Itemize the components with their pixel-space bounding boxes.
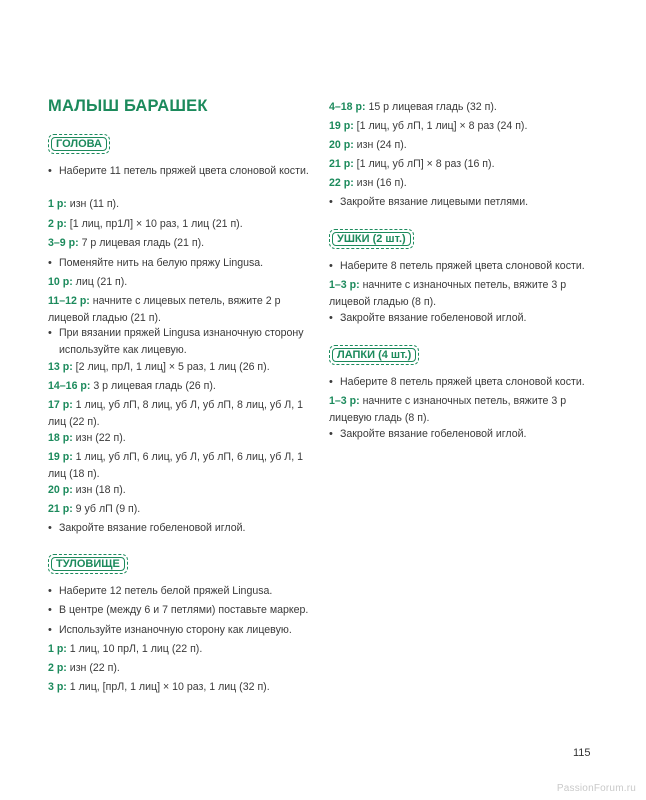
- row-text: 15 р лицевая гладь (32 п).: [365, 101, 497, 113]
- row-label: 3–9 р:: [48, 237, 79, 249]
- row-instruction: [329, 99, 599, 116]
- row-text: начните с изнаночных петель, вяжите 3 р лицевой гладью (8 п).: [329, 279, 567, 308]
- list-item: • Закройте вязание гобеленовой иглой.: [329, 310, 599, 327]
- row-text: 3 р лицевая гладь (26 п).: [90, 380, 216, 392]
- row-instruction: [48, 293, 310, 327]
- row-label: 2 р:: [48, 662, 67, 674]
- row-instruction: [329, 118, 599, 135]
- row-label: 19 р:: [329, 120, 354, 132]
- list-item: • При вязании пряжей Lingusa изнаночную сторону используйте как лицевую.: [48, 325, 310, 359]
- list-item: • Наберите 11 петель пряжей цвета слоновой кости.: [48, 163, 310, 180]
- row-instruction: [329, 393, 599, 427]
- row-text: изн (22 п).: [72, 432, 126, 444]
- row-instruction: [329, 175, 599, 192]
- row-label: 1–3 р:: [329, 395, 360, 407]
- row-label: 21 р:: [329, 158, 354, 170]
- row-label: 20 р:: [329, 139, 354, 151]
- row-text: 9 уб лП (9 п).: [72, 503, 141, 515]
- list-item: • Используйте изнаночную сторону как лицевую.: [48, 622, 310, 639]
- section-heading-head: ГОЛОВА: [48, 134, 110, 154]
- row-instruction: [48, 397, 310, 431]
- row-text: изн (22 п).: [66, 662, 120, 674]
- section-heading-body: ТУЛОВИЩЕ: [48, 554, 128, 574]
- list-item: • Закройте вязание гобеленовой иглой.: [48, 520, 310, 537]
- page-title: МАЛЫШ БАРАШЕК: [48, 97, 208, 115]
- list-item: • Наберите 12 петель белой пряжей Lingusa.: [48, 583, 310, 600]
- row-label: 4–18 р:: [329, 101, 366, 113]
- row-label: 10 р:: [48, 276, 73, 288]
- row-text: изн (24 п).: [353, 139, 407, 151]
- section-heading-ears: УШКИ (2 шт.): [329, 229, 414, 249]
- row-instruction: [48, 449, 310, 483]
- row-text: начните с лицевых петель, вяжите 2 р лицевой гладью (21 п).: [48, 295, 281, 324]
- row-label: 22 р:: [329, 177, 354, 189]
- row-label: 1 р:: [48, 643, 67, 655]
- row-instruction: [48, 378, 310, 395]
- row-label: 1–3 р:: [329, 279, 360, 291]
- row-label: 19 р:: [48, 451, 73, 463]
- row-instruction: [48, 430, 310, 447]
- row-instruction: [329, 277, 599, 311]
- row-text: [1 лиц, пр1Л] × 10 раз, 1 лиц (21 п).: [66, 218, 243, 230]
- list-item: • Наберите 8 петель пряжей цвета слоновой кости.: [329, 374, 599, 391]
- watermark: PassionForum.ru: [556, 783, 636, 794]
- row-label: 2 р:: [48, 218, 67, 230]
- list-item: • Закройте вязание гобеленовой иглой.: [329, 426, 599, 443]
- row-text: [1 лиц, уб лП] × 8 раз (16 п).: [353, 158, 495, 170]
- row-instruction: [48, 679, 310, 696]
- row-instruction: [48, 235, 310, 252]
- list-item: • Наберите 8 петель пряжей цвета слоновой кости.: [329, 258, 599, 275]
- row-label: 17 р:: [48, 399, 73, 411]
- row-text: 1 лиц, уб лП, 8 лиц, уб Л, уб лП, 8 лиц, уб Л, 1 лиц (22 п).: [48, 399, 303, 428]
- page-number: 115: [573, 747, 591, 759]
- row-label: 14–16 р:: [48, 380, 91, 392]
- row-text: изн (16 п).: [353, 177, 407, 189]
- row-instruction: [48, 660, 310, 677]
- list-item: • Закройте вязание лицевыми петлями.: [329, 194, 599, 211]
- row-label: 13 р:: [48, 361, 73, 373]
- row-label: 18 р:: [48, 432, 73, 444]
- row-instruction: [48, 359, 310, 376]
- row-text: 1 лиц, уб лП, 6 лиц, уб Л, уб лП, 6 лиц, уб Л, 1 лиц (18 п).: [48, 451, 303, 480]
- row-instruction: [48, 641, 310, 658]
- row-instruction: [48, 274, 310, 291]
- list-item: • Поменяйте нить на белую пряжу Lingusa.: [48, 255, 310, 272]
- row-label: 20 р:: [48, 484, 73, 496]
- row-instruction: [48, 216, 310, 233]
- row-text: [1 лиц, уб лП, 1 лиц] × 8 раз (24 п).: [353, 120, 528, 132]
- row-instruction: [329, 156, 599, 173]
- row-instruction: [48, 196, 310, 213]
- row-text: 1 лиц, 10 прЛ, 1 лиц (22 п).: [66, 643, 203, 655]
- row-instruction: [329, 137, 599, 154]
- row-label: 11–12 р:: [48, 295, 90, 307]
- row-text: изн (18 п).: [72, 484, 126, 496]
- section-heading-legs: ЛАПКИ (4 шт.): [329, 345, 419, 365]
- row-text: 7 р лицевая гладь (21 п).: [78, 237, 205, 249]
- row-instruction: [48, 501, 310, 518]
- row-text: изн (11 п).: [66, 198, 120, 210]
- row-text: [2 лиц, прЛ, 1 лиц] × 5 раз, 1 лиц (26 п).: [72, 361, 270, 373]
- list-item: • В центре (между 6 и 7 петлями) поставьте маркер.: [48, 602, 310, 619]
- row-label: 1 р:: [48, 198, 67, 210]
- row-text: начните с изнаночных петель, вяжите 3 р лицевую гладь (8 п).: [329, 395, 567, 424]
- row-label: 21 р:: [48, 503, 73, 515]
- row-instruction: [48, 482, 310, 499]
- row-text: лиц (21 п).: [72, 276, 128, 288]
- row-text: 1 лиц, [прЛ, 1 лиц] × 10 раз, 1 лиц (32 п).: [66, 681, 270, 693]
- row-label: 3 р:: [48, 681, 67, 693]
